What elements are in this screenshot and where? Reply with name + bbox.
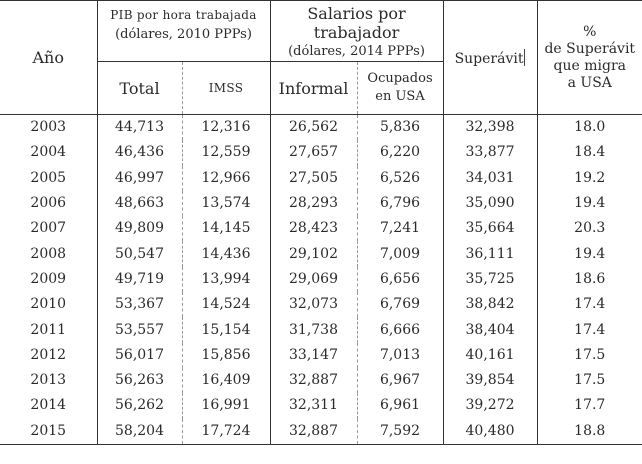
table-row	[0, 368, 642, 393]
table-row	[0, 343, 642, 368]
cell-superavit: 32,398	[443, 115, 537, 141]
cell-percent-migra: 18.8	[537, 419, 642, 445]
table-row	[0, 191, 642, 216]
cell-percent-migra: 17.4	[537, 317, 642, 342]
cell-percent-migra: 20.3	[537, 216, 642, 241]
cell-percent-migra: 19.4	[537, 241, 642, 266]
cell-salario-ocupados-usa: 6,769	[357, 292, 443, 317]
cell-salario-ocupados-usa: 7,592	[357, 419, 443, 445]
cell-pib-imss: 14,524	[182, 292, 270, 317]
cell-salario-ocupados-usa: 7,013	[357, 343, 443, 368]
cell-year: 2011	[30, 321, 67, 338]
table-row	[0, 166, 642, 191]
cell-year: 2004	[30, 144, 67, 161]
cell-salario-informal: 33,147	[270, 343, 357, 368]
cell-pib-total: 50,547	[97, 241, 182, 266]
header-pib: PIB por hora trabajada (dólares, 2010 PPPs)	[97, 1, 270, 62]
cell-percent-migra: 17.5	[537, 368, 642, 393]
cell-salario-ocupados-usa: 6,656	[357, 267, 443, 292]
cell-salario-informal: 27,657	[270, 140, 357, 165]
cell-year: 2009	[30, 270, 67, 287]
table-row	[0, 140, 642, 165]
cell-pib-imss: 15,154	[182, 317, 270, 342]
cell-superavit: 35,725	[443, 267, 537, 292]
cell-salario-ocupados-usa: 6,961	[357, 393, 443, 418]
cell-pib-total: 53,557	[97, 317, 182, 342]
cell-pib-imss: 13,574	[182, 191, 270, 216]
cell-pib-imss: 16,409	[182, 368, 270, 393]
cell-percent-migra: 17.5	[537, 343, 642, 368]
cell-salario-informal: 28,293	[270, 191, 357, 216]
cell-year: 2005	[30, 169, 67, 186]
cell-pib-total: 49,719	[97, 267, 182, 292]
cell-pib-total: 56,263	[97, 368, 182, 393]
cell-year: 2012	[30, 346, 67, 363]
cell-pib-total: 49,809	[97, 216, 182, 241]
cell-salario-ocupados-usa: 6,967	[357, 368, 443, 393]
cell-pib-total: 56,262	[97, 393, 182, 418]
cell-superavit: 34,031	[443, 166, 537, 191]
cell-year: 2010	[30, 296, 67, 313]
cell-salario-ocupados-usa: 7,241	[357, 216, 443, 241]
cell-pib-imss: 14,145	[182, 216, 270, 241]
table-row	[0, 241, 642, 266]
cell-superavit: 35,090	[443, 191, 537, 216]
header-imss: IMSS	[182, 62, 270, 115]
cell-salario-informal: 27,505	[270, 166, 357, 191]
header-row-1	[0, 1, 642, 62]
text-cursor-icon	[524, 49, 525, 66]
cell-pib-imss: 14,436	[182, 241, 270, 266]
table-body	[0, 115, 642, 445]
cell-pib-imss: 12,316	[182, 115, 270, 141]
cell-year: 2013	[30, 372, 67, 389]
cell-superavit: 33,877	[443, 140, 537, 165]
cell-pib-total: 44,713	[97, 115, 182, 141]
cell-percent-migra: 17.7	[537, 393, 642, 418]
cell-superavit: 38,842	[443, 292, 537, 317]
cell-percent-migra: 18.4	[537, 140, 642, 165]
cell-percent-migra: 19.4	[537, 191, 642, 216]
table-row	[0, 317, 642, 342]
cell-pib-total: 56,017	[97, 343, 182, 368]
cell-salario-informal: 32,887	[270, 368, 357, 393]
cell-pib-imss: 12,559	[182, 140, 270, 165]
cell-year: 2006	[30, 195, 67, 212]
cell-pib-total: 46,436	[97, 140, 182, 165]
cell-pib-total: 58,204	[97, 419, 182, 445]
cell-salario-informal: 32,311	[270, 393, 357, 418]
cell-superavit: 39,272	[443, 393, 537, 418]
cell-pib-total: 53,367	[97, 292, 182, 317]
table-row	[0, 393, 642, 418]
cell-salario-informal: 29,069	[270, 267, 357, 292]
cell-percent-migra: 19.2	[537, 166, 642, 191]
cell-pib-imss: 13,994	[182, 267, 270, 292]
header-salarios: Salarios por trabajador (dólares, 2014 PPPs)	[270, 1, 443, 62]
cell-salario-ocupados-usa: 6,526	[357, 166, 443, 191]
cell-salario-informal: 29,102	[270, 241, 357, 266]
header-superavit: Superávit	[443, 1, 537, 115]
cell-pib-total: 48,663	[97, 191, 182, 216]
cell-year: 2007	[30, 220, 67, 237]
cell-pib-imss: 17,724	[182, 419, 270, 445]
cell-year: 2003	[30, 119, 67, 136]
cell-year: 2014	[30, 397, 67, 414]
cell-percent-migra: 18.6	[537, 267, 642, 292]
cell-salario-informal: 31,738	[270, 317, 357, 342]
cell-salario-ocupados-usa: 6,666	[357, 317, 443, 342]
cell-superavit: 40,480	[443, 419, 537, 445]
table-row	[0, 115, 642, 141]
header-informal: Informal	[270, 62, 357, 115]
cell-pib-imss: 12,966	[182, 166, 270, 191]
header-year: Año	[0, 1, 97, 115]
cell-salario-informal: 26,562	[270, 115, 357, 141]
cell-year: 2015	[0, 419, 97, 445]
table-row	[0, 419, 642, 445]
cell-percent-migra: 17.4	[537, 292, 642, 317]
cell-superavit: 38,404	[443, 317, 537, 342]
cell-superavit: 39,854	[443, 368, 537, 393]
cell-salario-informal: 32,887	[270, 419, 357, 445]
cell-pib-imss: 15,856	[182, 343, 270, 368]
header-total: Total	[97, 62, 182, 115]
header-percent-migra: % de Superávit que migra a USA	[537, 1, 642, 115]
cell-salario-ocupados-usa: 7,009	[357, 241, 443, 266]
cell-pib-total: 46,997	[97, 166, 182, 191]
cell-salario-informal: 32,073	[270, 292, 357, 317]
cell-pib-imss: 16,991	[182, 393, 270, 418]
cell-salario-ocupados-usa: 6,796	[357, 191, 443, 216]
header-ocupados: Ocupados en USA	[357, 62, 443, 115]
cell-superavit: 36,111	[443, 241, 537, 266]
cell-superavit: 35,664	[443, 216, 537, 241]
cell-year: 2008	[30, 245, 67, 262]
cell-salario-ocupados-usa: 5,836	[357, 115, 443, 141]
table-row	[0, 292, 642, 317]
cell-superavit: 40,161	[443, 343, 537, 368]
cell-salario-informal: 28,423	[270, 216, 357, 241]
table-row	[0, 267, 642, 292]
cell-percent-migra: 18.0	[537, 115, 642, 141]
table-row	[0, 216, 642, 241]
cell-salario-ocupados-usa: 6,220	[357, 140, 443, 165]
